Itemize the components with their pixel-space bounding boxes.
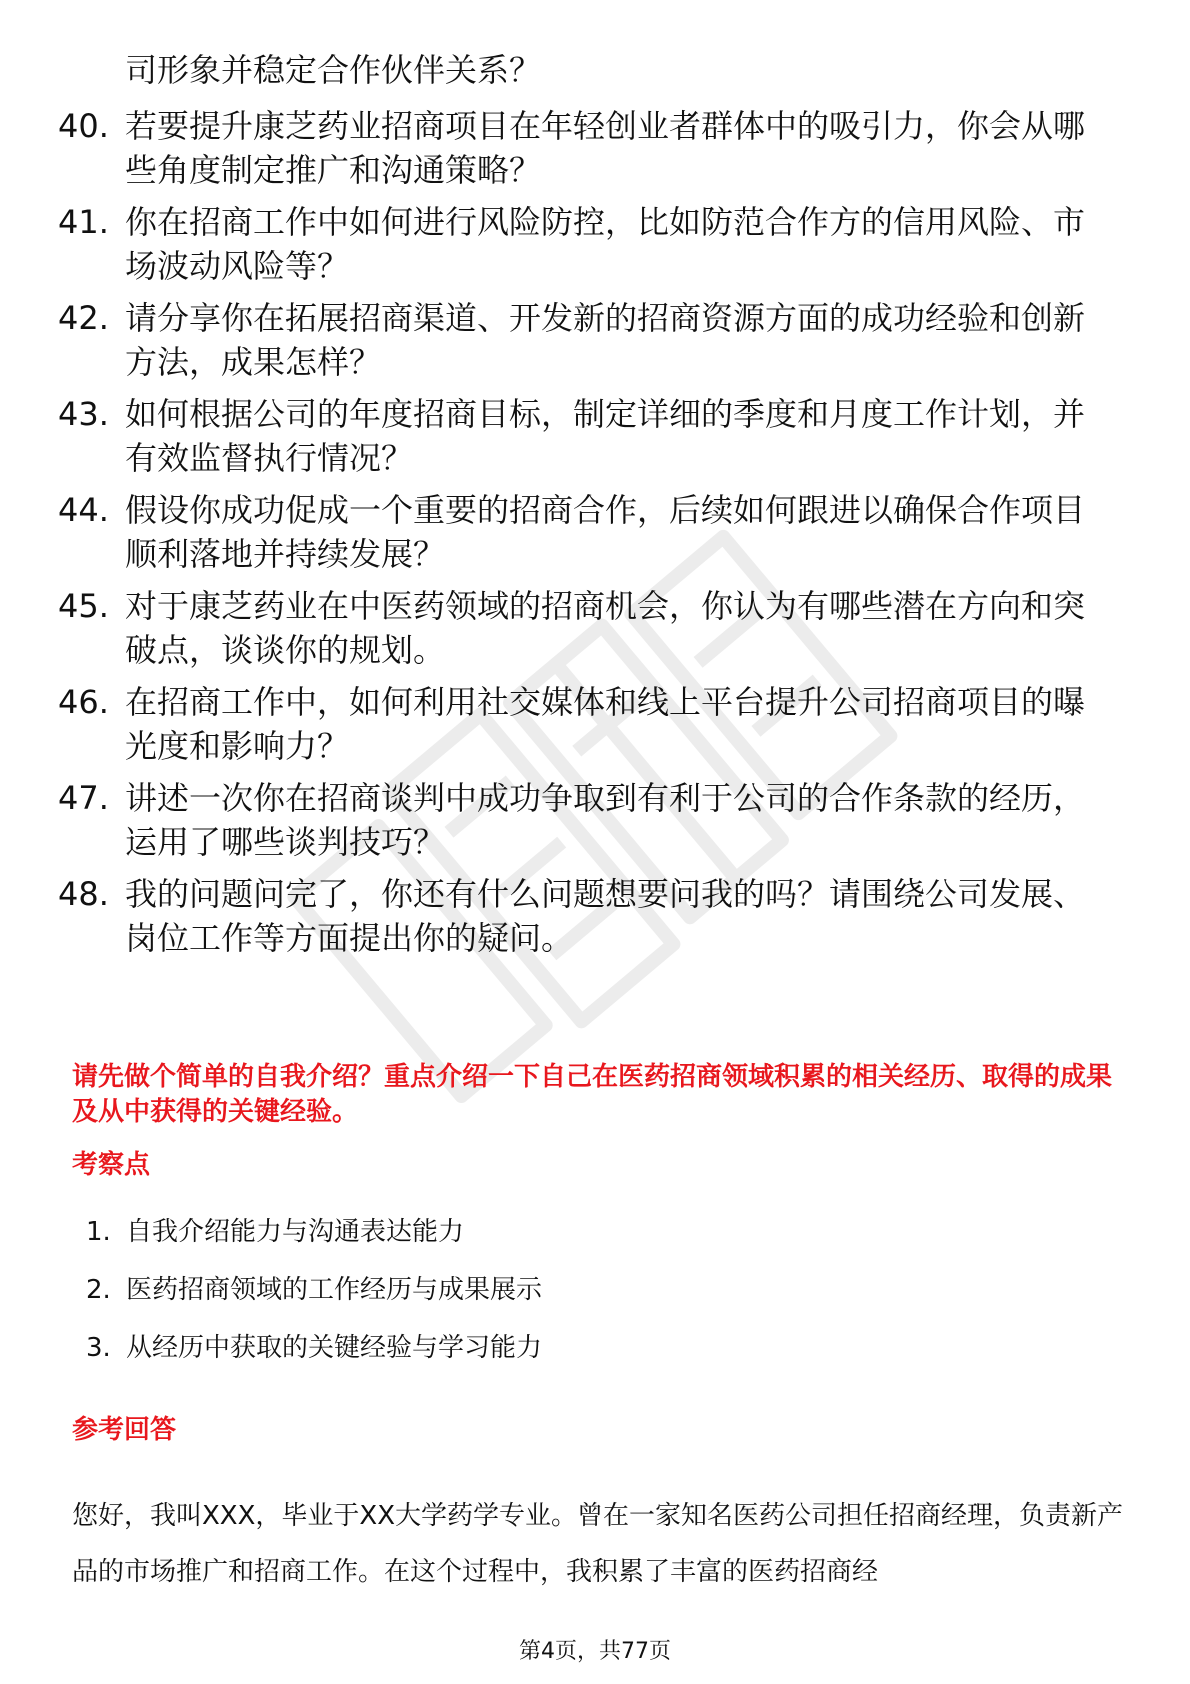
question-item — [58, 584, 1118, 672]
question-text: 若要提升康芝药业招商项目在年轻创业者群体中的吸引力，你会从哪些角度制定推广和沟通策略？ — [125, 107, 1086, 189]
question-text: 假设你成功促成一个重要的招商合作，后续如何跟进以确保合作项目顺利落地并持续发展？ — [125, 491, 1086, 573]
question-item — [58, 296, 1118, 384]
question-item — [58, 392, 1118, 480]
question-text: 在招商工作中，如何利用社交媒体和线上平台提升公司招商项目的曝光度和影响力？ — [125, 683, 1086, 765]
question-text: 如何根据公司的年度招商目标，制定详细的季度和月度工作计划，并有效监督执行情况？ — [125, 395, 1086, 477]
exam-points-title: 考察点 — [72, 1150, 151, 1180]
question-number: 46. — [58, 683, 109, 721]
question-39-continuation: 司形象并稳定合作伙伴关系？ — [125, 51, 542, 89]
reference-answer-title: 参考回答 — [72, 1415, 177, 1445]
question-text: 对于康芝药业在中医药领域的招商机会，你认为有哪些潜在方向和突破点，谈谈你的规划。 — [125, 587, 1086, 669]
question-number: 41. — [58, 203, 109, 241]
exam-point-text: 自我介绍能力与沟通表达能力 — [126, 1217, 465, 1247]
exam-point-item — [86, 1273, 986, 1307]
question-number: 48. — [58, 875, 109, 913]
question-text: 讲述一次你在招商谈判中成功争取到有利于公司的合作条款的经历，运用了哪些谈判技巧？ — [125, 779, 1086, 861]
exam-point-item — [86, 1215, 986, 1249]
exam-point-text: 从经历中获取的关键经验与学习能力 — [126, 1333, 543, 1363]
question-number: 44. — [58, 491, 109, 529]
question-text: 请分享你在拓展招商渠道、开发新的招商资源方面的成功经验和创新方法，成果怎样？ — [125, 299, 1086, 381]
exam-point-number: 3. — [86, 1333, 111, 1363]
exam-point-item — [86, 1331, 986, 1365]
question-text: 你在招商工作中如何进行风险防控，比如防范合作方的信用风险、市场波动风险等？ — [125, 203, 1086, 285]
question-number: 47. — [58, 779, 109, 817]
question-text: 我的问题问完了，你还有什么问题想要问我的吗？请围绕公司发展、岗位工作等方面提出你的疑问。 — [125, 875, 1086, 957]
question-number: 40. — [58, 107, 109, 145]
exam-point-number: 1. — [86, 1217, 111, 1247]
question-item — [58, 872, 1118, 960]
question-item — [58, 104, 1118, 192]
question-number: 43. — [58, 395, 109, 433]
question-item — [58, 776, 1118, 864]
question-item — [58, 200, 1118, 288]
exam-point-number: 2. — [86, 1275, 111, 1305]
exam-point-text: 医药招商领域的工作经历与成果展示 — [126, 1275, 543, 1305]
question-item — [58, 680, 1118, 768]
question-item — [58, 488, 1118, 576]
question-number: 45. — [58, 587, 109, 625]
featured-question: 请先做个简单的自我介绍？重点介绍一下自己在医药招商领域积累的相关经历、取得的成果及从中获得的关键经验。 — [72, 1062, 1113, 1127]
page-footer: 第4页，共77页 — [519, 1639, 671, 1664]
reference-answer-text: 您好，我叫XXX，毕业于XX大学药学专业。曾在一家知名医药公司担任招商经理，负责新产品的市场推广和招商工作。在这个过程中，我积累了丰富的医药招商经 — [72, 1501, 1124, 1587]
question-number: 42. — [58, 299, 109, 337]
